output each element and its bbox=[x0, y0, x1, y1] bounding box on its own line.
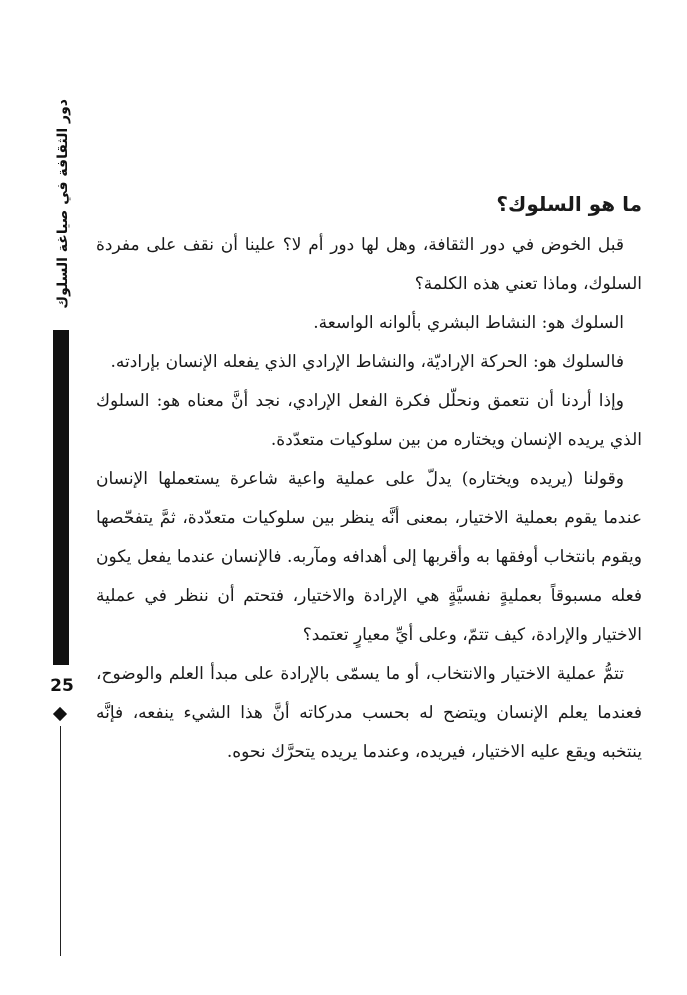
paragraph: تتمُّ عملية الاختيار والانتخاب، أو ما يسمّى بالإرادة على مبدأ العلم والوضوح، فعندما يعلم الإنسان ويتضح له بحسب مدركاته أنَّ هذا الشيء ينفعه، فإنَّه ينتخبه ويقع عليه الاختيار، فيريده، وعندما يريده يتحرَّك نحوه. bbox=[96, 664, 642, 762]
paragraph: وقولنا (يريده ويختاره) يدلّ على عملية واعية شاعرة يستعملها الإنسان عندما يقوم بعملية الاختيار، بمعنى أنَّه ينظر بين سلوكيات متعدّدة، ثمَّ يتفحّصها ويقوم بانتخاب أوفقها به وأقربها إلى أهدافه ومآربه. فالإنسان عندما يفعل يكون فعله مسبوقاً بعمليةٍ نفسيَّةٍ هي الإرادة والاختيار، فتحتم أن ننظر في عملية الاختيار والإرادة، كيف تتمّ، وعلى أيِّ معيارٍ تعتمد؟ bbox=[96, 469, 642, 645]
sidebar-divider-line bbox=[60, 726, 61, 956]
paragraph: السلوك هو: النشاط البشري بألوانه الواسعة. bbox=[313, 313, 624, 333]
paragraph: قبل الخوض في دور الثقافة، وهل لها دور أم لا؟ علينا أن نقف على مفردة السلوك، وماذا تعني هذه الكلمة؟ bbox=[96, 235, 642, 294]
page-content bbox=[96, 192, 642, 772]
sidebar-bar bbox=[53, 330, 69, 665]
section-heading: ما هو السلوك؟ bbox=[496, 192, 642, 216]
running-title-text: دور الثقافة في صياغة السلوك bbox=[55, 99, 71, 309]
paragraph: فالسلوك هو: الحركة الإراديّة، والنشاط الإرادي الذي يفعله الإنسان بإرادته. bbox=[110, 352, 624, 372]
page-number: 25 bbox=[50, 676, 74, 696]
running-title bbox=[52, 99, 74, 309]
paragraph: وإذا أردنا أن نتعمق ونحلّل فكرة الفعل الإرادي، نجد أنَّ معناه هو: السلوك الذي يريده الإنسان ويختاره من بين سلوكيات متعدّدة. bbox=[96, 391, 642, 450]
diamond-ornament-icon bbox=[53, 707, 67, 721]
